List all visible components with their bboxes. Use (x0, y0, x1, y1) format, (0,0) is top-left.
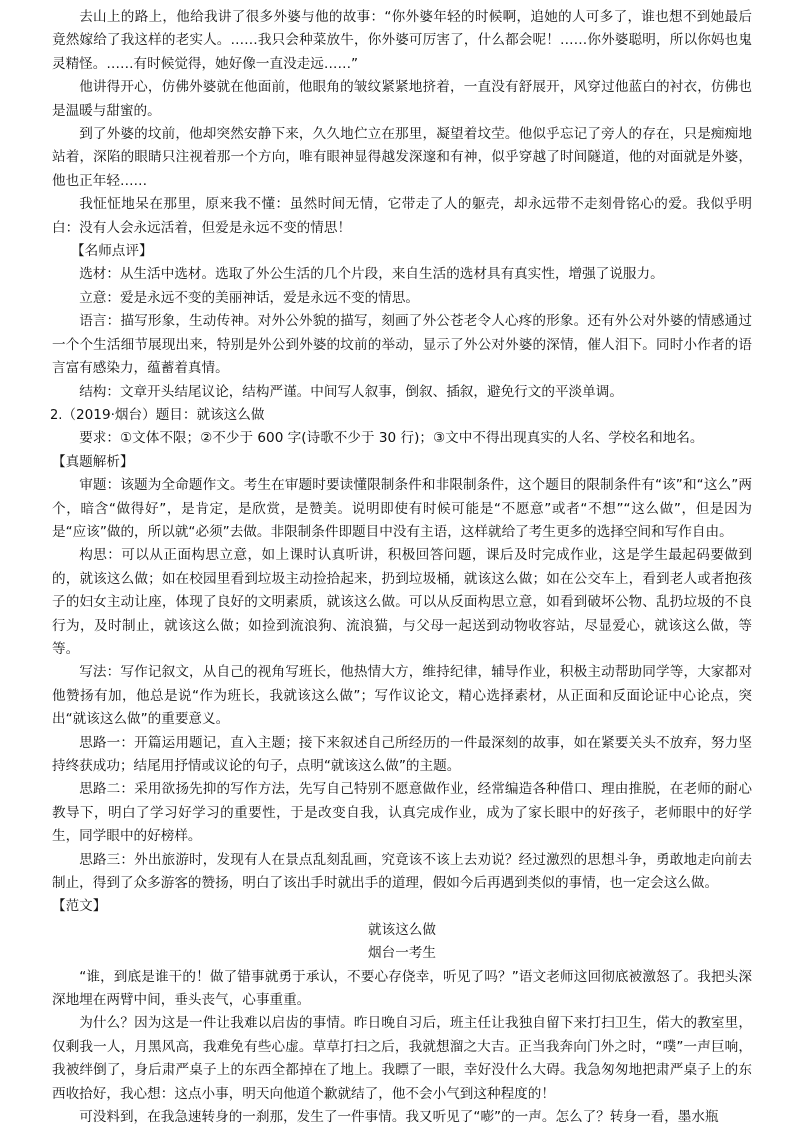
question-title-line (52, 404, 752, 427)
analysis-heading: 【真题解析】 (52, 453, 134, 470)
analysis-silu2: 思路二：采用欲扬先抑的写作方法，先写自己特别不愿意做作业，经常编造各种借口、理由推脱，在老师的耐心教导下，明白了学习好学习的重要性，于是改变自我，认真完成作业，成为了家长眼中的好孩子，老师眼中的好学生，同学眼中的好榜样。 (52, 781, 752, 845)
analysis-xiefa: 写法：写作记叙文，从自己的视角写班长，他热情大方，维持纪律，辅导作业，积极主动帮助同学等，大家都对他赞扬有加，他总是说“作为班长，我就该这么做”；写作议论文，精心选择素材，从正面和反面论证中心论点，突出“就该这么做”的重要意义。 (52, 664, 752, 728)
question-title: （2019·烟台）题目：就该这么做 (62, 406, 265, 423)
question-number: 2. (50, 407, 63, 423)
document-page (52, 6, 752, 1130)
story-paragraph: 到了外婆的坟前，他却突然安静下来，久久地伫立在那里，凝望着坟茔。他似乎忘记了旁人的存在，只是痴痴地站着，深陷的眼睛只注视着那一个方向，唯有眼神显得越发深邃和有神，似乎穿越了时间隧道，他的对面就是外婆，他也正年轻…… (52, 126, 752, 189)
review-material: 选材：从生活中选材。选取了外公生活的几个片段，来自生活的选材具有真实性，增强了说服力。 (79, 266, 664, 283)
essay-title: 就该这么做 (368, 921, 436, 938)
analysis-silu3: 思路三：外出旅游时，发现有人在景点乱刻乱画，究竟该不该上去劝说？经过激烈的思想斗争，勇敢地走向前去制止，得到了众多游客的赞扬，明白了该出手时就出手的道理，假如今后再遇到类似的事情，也一定会这么做。 (52, 851, 752, 892)
review-language: 语言：描写形象，生动传神。对外公外貌的描写，刻画了外公苍老令人心疼的形象。还有外公对外婆的情感通过一个个生活细节展现出来，特别是外公到外婆的坟前的举动，显示了外公对外婆的深情，催人泪下。同时小作者的语言富有感染力，蕴蓄着真情。 (52, 313, 752, 377)
essay-paragraph: 为什么？因为这是一件让我难以启齿的事情。昨日晚自习后，班主任让我独自留下来打扫卫生，偌大的教室里，仅剩我一人，月黑风高，我难免有些心虚。草草打扫之后，我就想溜之大吉。正当我奔向门外之时，“噗”一声巨响，我被绊倒了，身后肃严桌子上的东西全都掉在了地上。我瞟了一眼，幸好没什么大碍。我急匆匆地把肃严桌子上的东西收拾好，我心想：这点小事，明天向他道个歉就结了，他不会小气到这种程度的！ (52, 1015, 752, 1102)
essay-paragraph: 可没料到，在我急速转身的一刹那，发生了一件事情。我又听见了“嘭”的一声。怎么了？转身一看，墨水瓶 (79, 1109, 719, 1126)
analysis-silu1: 思路一：开篇运用题记，直入主题；接下来叙述自己所经历的一件最深刻的故事，如在紧要关头不放弃，努力坚持终获成功；结尾用抒情或议论的句子，点明“就该这么做”的主题。 (52, 734, 752, 774)
story-paragraph: 他讲得开心，仿佛外婆就在他面前，他眼角的皱纹紧紧地挤着，一直没有舒展开，风穿过他蓝白的衬衣，仿佛也是温暖与甜蜜的。 (52, 79, 752, 119)
essay-heading: 【范文】 (52, 898, 107, 915)
review-heading: 【名师点评】 (71, 243, 153, 260)
review-theme: 立意：爱是永远不变的美丽神话，爱是永远不变的情思。 (79, 289, 420, 306)
story-paragraph: 去山上的路上，他给我讲了很多外婆与他的故事：“你外婆年轻的时候啊，追她的人可多了，谁也想不到她最后竟然嫁给了我这样的老实人。……我只会种菜放牛，你外婆可厉害了，什么都会呢！……你外婆聪明，所以你妈也鬼灵精怪。……有时候觉得，她好像一直没走远……” (52, 9, 752, 72)
analysis-gousi: 构思：可以从正面构思立意，如上课时认真听讲，积极回答问题，课后及时完成作业，这是学生最起码要做到的，就该这么做；如在校园里看到垃圾主动捡拾起来，扔到垃圾桶，就该这么做；如在公交车上，看到老人或者抱孩子的妇女主动让座，体现了良好的文明素质，就该这么做。可以从反面构思立意，如看到破坏公物、乱扔垃圾的不良行为，及时制止，就该这么做；如捡到流浪狗、流浪猫，与父母一起送到动物收容站，尽显爱心，就该这么做，等等。 (52, 547, 752, 657)
analysis-shenti: 审题：该题为全命题作文。考生在审题时要读懂限制条件和非限制条件，这个题目的限制条件有“该”和“这么”两个，暗含“做得好”，是肯定，是欣赏，是赞美。说明即使有时候可能是“不愿意”或者“不想”“这么做”，但是因为是“应该”做的，所以就“必须”去做。非限制条件即题目中没有主语，这样就给了考生更多的选择空间和写作自由。 (52, 477, 752, 540)
question-requirements: 要求：①文体不限；②不少于 600 字(诗歌不少于 30 行)；③文中不得出现真实的人名、学校名和地名。 (79, 430, 704, 447)
story-paragraph: 我怔怔地呆在那里，原来我不懂：虽然时间无情，它带走了人的躯壳，却永远带不走刻骨铭心的爱。我似乎明白：没有人会永远活着，但爱是永远不变的情思！ (52, 196, 752, 236)
essay-author: 烟台一考生 (368, 945, 436, 962)
essay-paragraph: “谁，到底是谁干的！做了错事就勇于承认，不要心存侥幸，听见了吗？”语文老师这回彻底被激怒了。我把头深深地埋在两臂中间，垂头丧气，心事重重。 (52, 968, 752, 1009)
review-structure: 结构：文章开头结尾议论，结构严谨。中间写人叙事，倒叙、插叙，避免行文的平淡单调。 (79, 383, 623, 400)
